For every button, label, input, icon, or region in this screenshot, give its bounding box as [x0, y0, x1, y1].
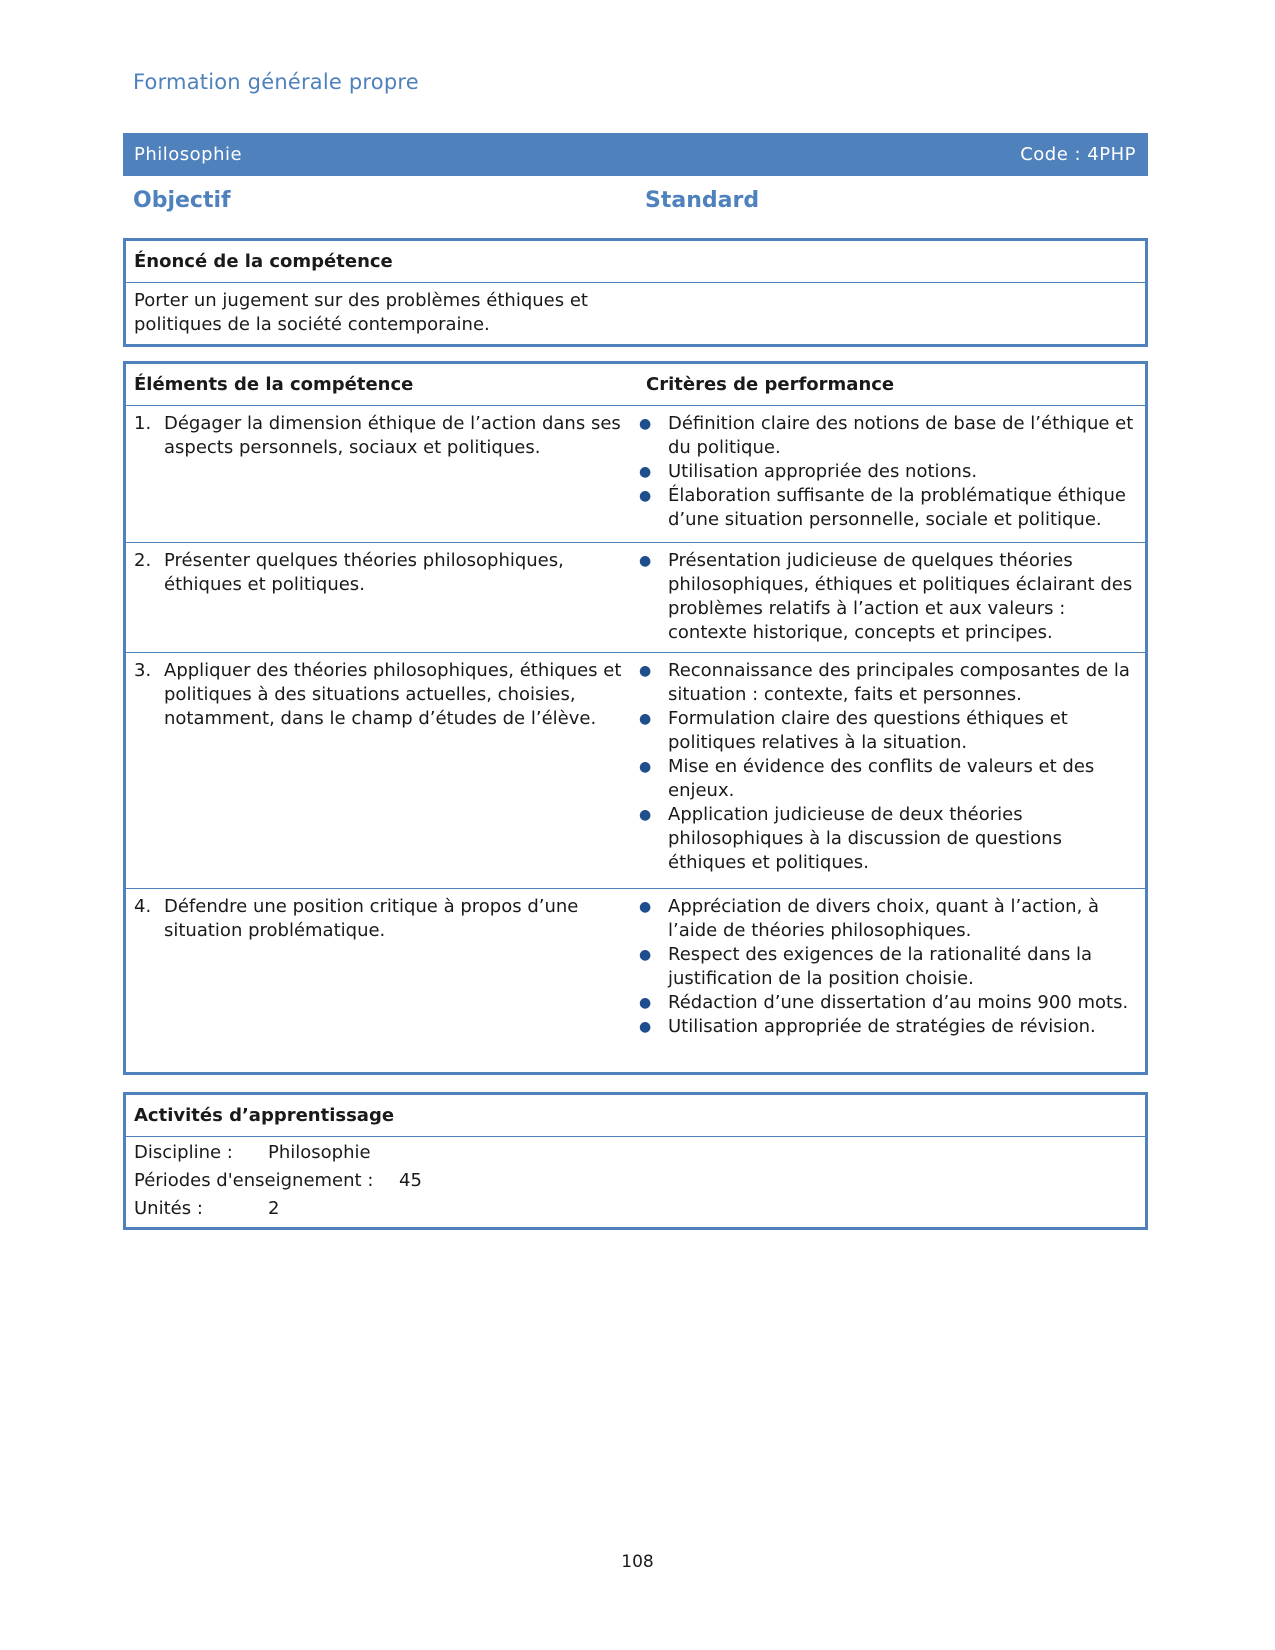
periodes-value: 45 — [399, 1170, 422, 1191]
table-row — [126, 889, 1145, 1072]
activites-box — [123, 1092, 1148, 1230]
standard-heading: Standard — [645, 188, 760, 213]
bullet-icon: ● — [639, 553, 652, 569]
table-row — [126, 543, 1145, 653]
table-row — [126, 406, 1145, 543]
enonce-heading — [126, 241, 1145, 283]
bullet-icon: ● — [639, 807, 652, 823]
discipline-label: Discipline : — [134, 1142, 233, 1163]
bullet-icon: ● — [639, 1019, 652, 1035]
bullet-icon: ● — [639, 899, 652, 915]
enonce-line: politiques de la société contemporaine. — [134, 314, 490, 335]
objectif-heading: Objectif — [133, 188, 231, 213]
bullet-icon: ● — [639, 711, 652, 727]
activites-heading — [126, 1095, 1145, 1137]
element-text: Défendre une position critique à propos d’une situation problématique. — [164, 896, 579, 941]
unites-value: 2 — [268, 1198, 280, 1219]
bullet-icon: ● — [639, 488, 652, 504]
unites-line — [134, 1195, 1137, 1223]
bullet-icon: ● — [639, 416, 652, 432]
criterion-item: ● Mise en évidence des conflits de valeurs et des enjeux. — [639, 756, 1095, 801]
criterion-item: ● Appréciation de divers choix, quant à l’action, à l’aide de théories philosophiques. — [639, 896, 1100, 941]
enonce-heading-text: Énoncé de la compétence — [134, 251, 393, 272]
element-text: Présenter quelques théories philosophiques, éthiques et politiques. — [164, 550, 564, 595]
element-number: 4. — [134, 896, 152, 917]
competence-table — [123, 361, 1148, 1075]
course-code: Code : 4PHP — [1020, 144, 1136, 165]
criterion-item: ● Reconnaissance des principales composantes de la situation : contexte, faits et personnes. — [639, 660, 1130, 705]
criterion-item: ● Présentation judicieuse de quelques théories philosophiques, éthiques et politiques éclairant des problèmes relatifs à l’action et aux valeurs : contexte historique, concepts et principes. — [639, 550, 1133, 643]
activites-details — [126, 1137, 1145, 1229]
element-number: 3. — [134, 660, 152, 681]
course-bar — [123, 133, 1148, 176]
element-text: Appliquer des théories philosophiques, éthiques et politiques à des situations actuelles, choisies, notamment, dans le champ d’études de l’élève. — [164, 660, 622, 729]
periodes-line — [134, 1167, 1137, 1195]
element-number: 1. — [134, 413, 152, 434]
page-number: 108 — [621, 1552, 654, 1572]
element-text: Dégager la dimension éthique de l’action dans ses aspects personnels, sociaux et politiques. — [164, 413, 621, 458]
activites-heading-text: Activités d’apprentissage — [134, 1105, 395, 1126]
elements-heading: Éléments de la compétence — [134, 374, 414, 395]
discipline-line — [134, 1139, 1137, 1167]
criterion-item: ● Rédaction d’une dissertation d’au moins 900 mots. — [639, 992, 1129, 1013]
criterion-item: ● Utilisation appropriée des notions. — [639, 461, 978, 482]
column-headings — [133, 188, 1143, 222]
course-name: Philosophie — [134, 144, 243, 165]
criterion-item: ● Application judicieuse de deux théories philosophiques à la discussion de questions éthiques et politiques. — [639, 804, 1062, 873]
enonce-text — [126, 283, 1145, 343]
bullet-icon: ● — [639, 464, 652, 480]
bullet-icon: ● — [639, 759, 652, 775]
bullet-icon: ● — [639, 995, 652, 1011]
enonce-box — [123, 238, 1148, 347]
criterion-item: ● Définition claire des notions de base de l’éthique et du politique. — [639, 413, 1134, 458]
criterion-item: ● Utilisation appropriée de stratégies de révision. — [639, 1016, 1096, 1037]
criterion-item: ● Formulation claire des questions éthiques et politiques relatives à la situation. — [639, 708, 1068, 753]
enonce-line: Porter un jugement sur des problèmes éthiques et — [134, 290, 588, 311]
competence-table-header — [126, 364, 1145, 406]
criterion-item: ● Respect des exigences de la rationalité dans la justification de la position choisie. — [639, 944, 1093, 989]
bullet-icon: ● — [639, 663, 652, 679]
criterion-item: ● Élaboration suffisante de la problématique éthique d’une situation personnelle, sociale et politique. — [639, 485, 1126, 530]
section-title: Formation générale propre — [133, 70, 419, 94]
periodes-label: Périodes d'enseignement : — [134, 1170, 374, 1191]
table-row — [126, 653, 1145, 889]
discipline-value: Philosophie — [268, 1142, 371, 1163]
unites-label: Unités : — [134, 1198, 203, 1219]
bullet-icon: ● — [639, 947, 652, 963]
criteres-heading: Critères de performance — [646, 374, 895, 395]
element-number: 2. — [134, 550, 152, 571]
